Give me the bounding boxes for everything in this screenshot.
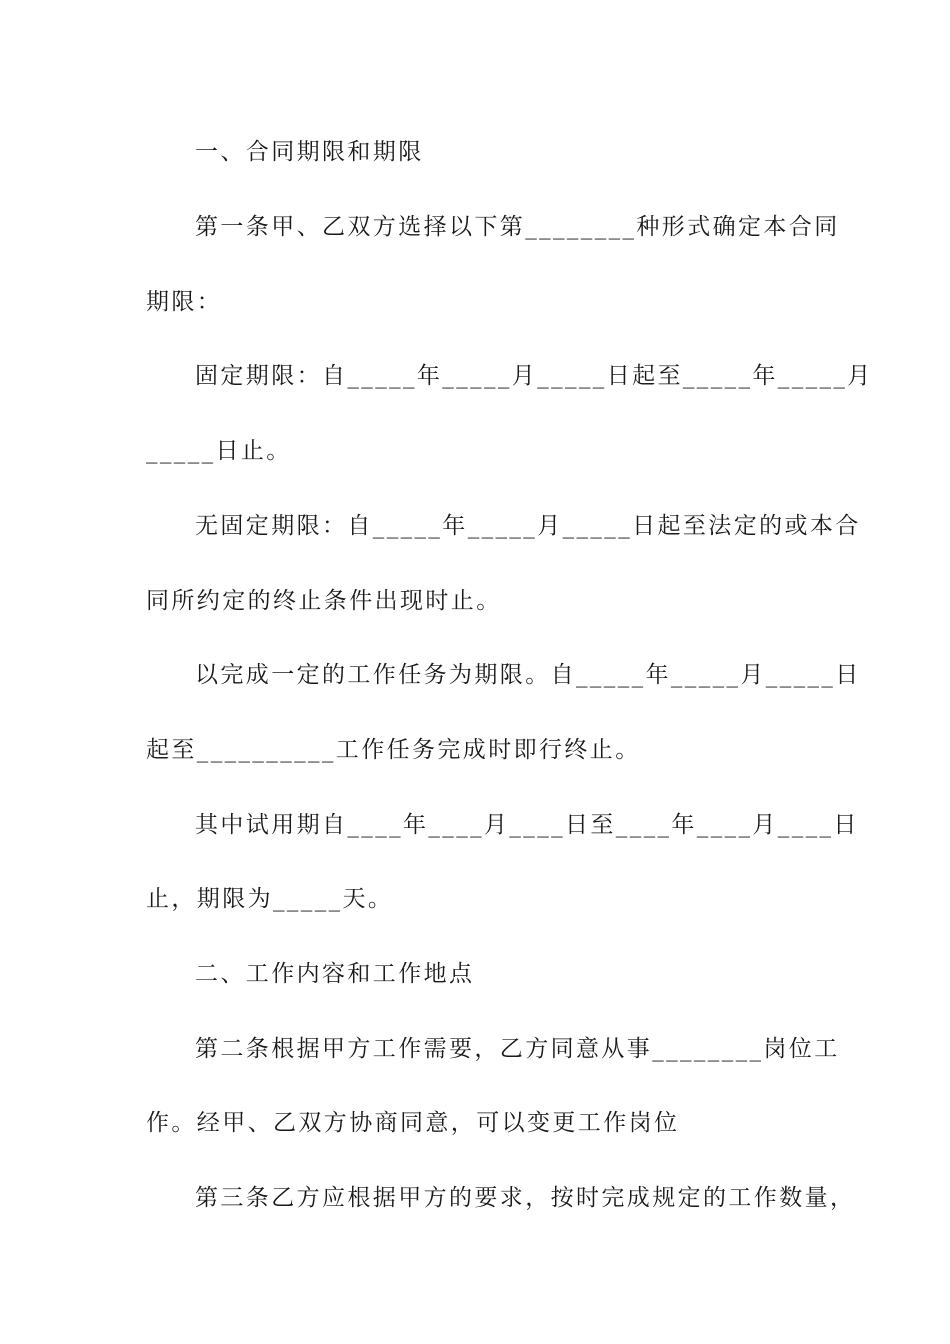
paragraph-line: 第一条甲、乙双方选择以下第________种形式确定本合同 [195, 214, 840, 240]
paragraph-line: _____日止。 [146, 438, 292, 464]
paragraph-line: 止，期限为_____天。 [146, 886, 394, 912]
paragraph-line: 期限： [146, 289, 223, 315]
section-heading-2: 二、工作内容和工作地点 [195, 961, 475, 987]
paragraph-line: 无固定期限：自_____年_____月_____日起至法定的或本合 [195, 513, 861, 539]
paragraph-line: 起至__________工作任务完成时即行终止。 [146, 737, 641, 763]
paragraph-line: 其中试用期自____年____月____日至____年____月____日 [195, 812, 859, 838]
paragraph-line: 第二条根据甲方工作需要，乙方同意从事________岗位工 [195, 1036, 840, 1062]
paragraph-line: 作。经甲、乙双方协商同意，可以变更工作岗位 [146, 1110, 680, 1136]
paragraph-line: 同所约定的终止条件出现时止。 [146, 588, 502, 614]
section-heading-1: 一、合同期限和期限 [195, 139, 424, 165]
paragraph-line: 第三条乙方应根据甲方的要求，按时完成规定的工作数量， [195, 1185, 856, 1211]
paragraph-line: 以完成一定的工作任务为期限。自_____年_____月_____日 [195, 662, 861, 688]
paragraph-line: 固定期限：自_____年_____月_____日起至_____年_____月 [195, 363, 873, 389]
